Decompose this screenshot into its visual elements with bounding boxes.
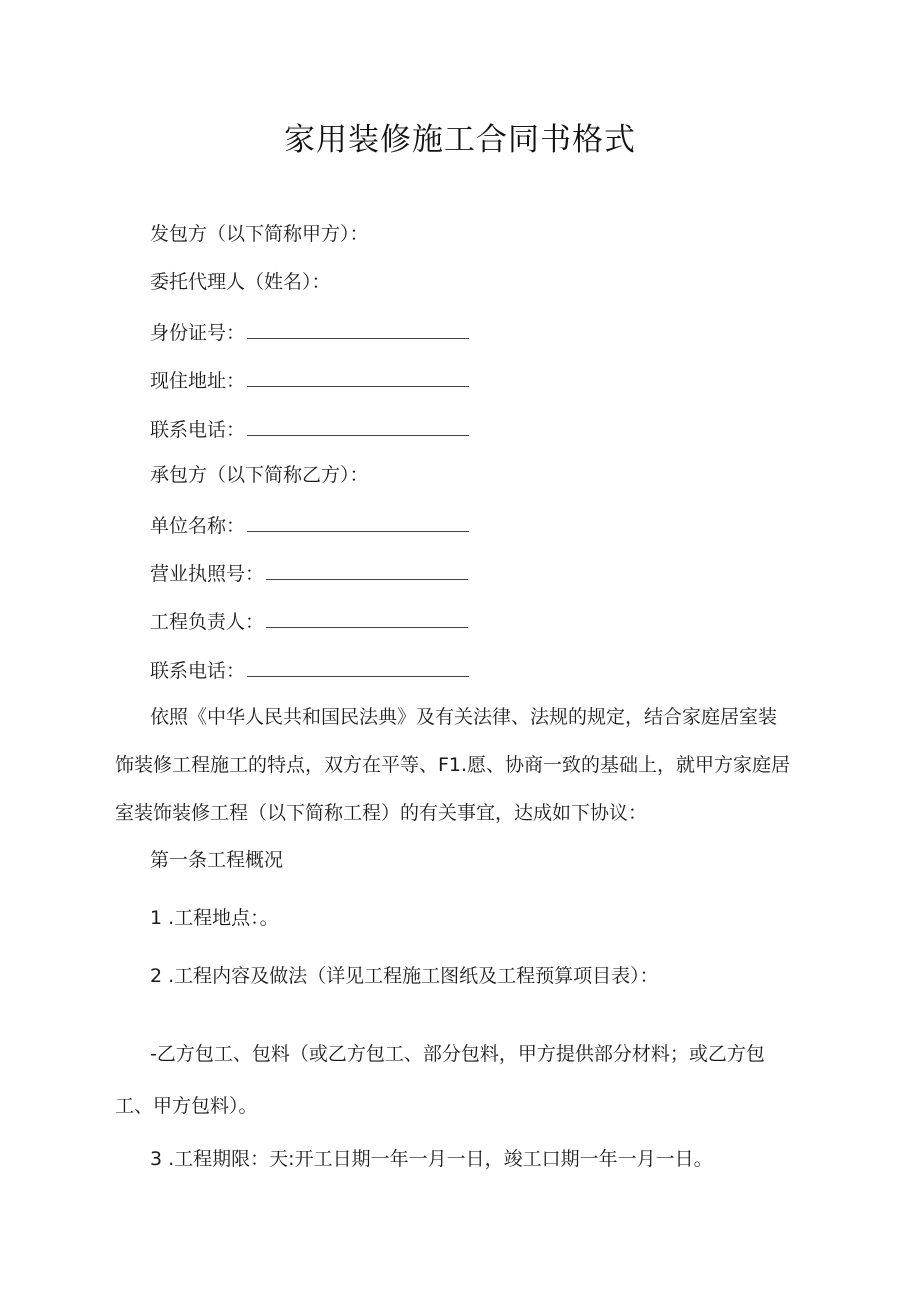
party-b-license-label: 营业执照号： (150, 563, 265, 585)
party-a-agent-text: 委托代理人（姓名）： (150, 271, 331, 293)
party-b-phone-blank[interactable] (247, 654, 469, 677)
party-a-phone-label: 联系电话： (150, 419, 246, 441)
party-b-phone-row (150, 654, 469, 685)
document-title: 家用装修施工合同书格式 (284, 122, 636, 158)
party-a-heading (150, 220, 369, 248)
preamble-line-3: 室装饰装修工程（以下简称工程）的有关事宜，达成如下协议： (115, 802, 648, 824)
party-b-unit-label: 单位名称： (150, 515, 246, 537)
party-a-address-blank[interactable] (247, 364, 469, 387)
party-a-id-label: 身份证号： (150, 322, 246, 344)
preamble-line-2: 饰装修工程施工的特点，双方在平等、F1.愿、协商一致的基础上，就甲方家庭居 (115, 754, 791, 776)
article-1-item-3: 3 .工程期限：天:开工日期一年一月一日，竣工口期一年一月一日。 (150, 1148, 713, 1170)
article-1-option-line-2: 工、甲方包料）。 (115, 1095, 258, 1117)
party-b-phone-label: 联系电话： (150, 660, 246, 682)
party-a-phone-blank[interactable] (247, 413, 469, 436)
party-a-address-label: 现住地址： (150, 370, 246, 392)
party-a-heading-text: 发包方（以下简称甲方）： (150, 223, 369, 245)
party-a-address-row (150, 364, 469, 395)
party-a-phone-row (150, 413, 469, 444)
party-b-manager-blank[interactable] (266, 605, 468, 628)
party-b-license-row (150, 557, 468, 588)
party-a-id-row (150, 316, 469, 347)
party-b-manager-row (150, 605, 468, 636)
party-b-unit-blank[interactable] (247, 509, 469, 532)
preamble-line-1: 依照《中华人民共和国民法典》及有关法律、法规的规定，结合家庭居室装 (150, 706, 778, 728)
party-b-license-blank[interactable] (266, 557, 468, 580)
party-b-heading-text: 承包方（以下简称乙方）： (150, 464, 369, 486)
party-b-unit-row (150, 509, 469, 540)
party-a-id-blank[interactable] (247, 316, 469, 339)
article-1-heading: 第一条工程概况 (150, 849, 284, 871)
party-b-manager-label: 工程负责人： (150, 611, 265, 633)
article-1-item-1: 1 .工程地点：。 (150, 907, 279, 929)
party-a-agent (150, 268, 331, 296)
party-b-heading (150, 461, 369, 489)
article-1-item-2: 2 .工程内容及做法（详见工程施工图纸及工程预算项目表）： (150, 965, 659, 987)
article-1-option-line-1: -乙方包工、包料（或乙方包工、部分包料，甲方提供部分材料；或乙方包 (150, 1043, 765, 1065)
